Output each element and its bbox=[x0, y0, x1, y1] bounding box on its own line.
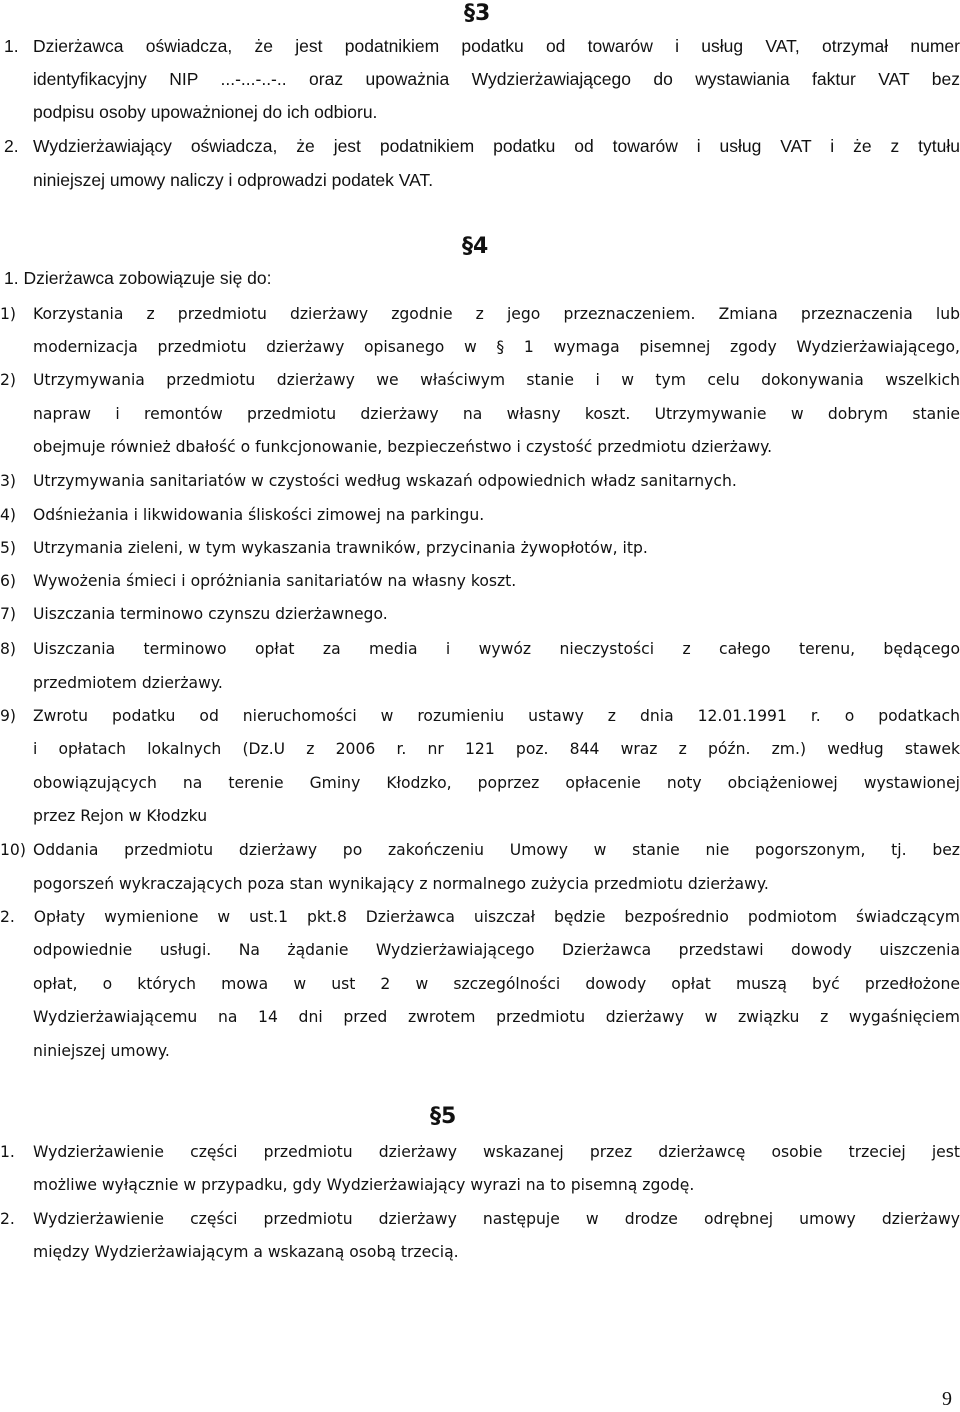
item-number: 5) bbox=[0, 539, 17, 557]
line-text: przedmiotem dzierżawy. bbox=[33, 674, 223, 692]
item-number: 1. bbox=[4, 36, 19, 56]
line-text: opłat, o których mowa w ust 2 w szczególności dowody opłat muszą być przedłożone bbox=[33, 975, 960, 993]
line-text: Utrzymania zieleni, w tym wykaszania trawników, przycinania żywopłotów, itp. bbox=[33, 539, 648, 557]
line-text: Zwrotu podatku od nieruchomości w rozumieniu ustawy z dnia 12.01.1991 r. o podatkach bbox=[33, 707, 960, 725]
line-text: Uiszczania terminowo opłat za media i wywóz nieczystości z całego terenu, będącego bbox=[33, 640, 960, 658]
section-heading-4: §4 bbox=[462, 234, 489, 259]
item-number: 6) bbox=[0, 572, 17, 590]
line-text: podpisu osoby upoważnionej do ich odbioru. bbox=[33, 102, 378, 122]
item-number: 8) bbox=[0, 640, 17, 658]
line-text: niniejszej umowy naliczy i odprowadzi podatek VAT. bbox=[33, 170, 434, 190]
line-text: odpowiednie usługi. Na żądanie Wydzierżawiającego Dzierżawca przedstawi dowody uiszczenia bbox=[33, 941, 960, 959]
item-number: 2. bbox=[0, 1210, 15, 1228]
line-text: Wydzierżawienie części przedmiotu dzierżawy następuje w drodze odrębnej umowy dzierżawy bbox=[33, 1210, 960, 1228]
line-text: Dzierżawca oświadcza, że jest podatnikiem podatku od towarów i usług VAT, otrzymał numer bbox=[33, 36, 960, 56]
line-text: Wydzierżawiającemu na 14 dni przed zwrotem przedmiotu dzierżawy w związku z wygaśnięciem bbox=[33, 1008, 960, 1026]
line-text: niniejszej umowy. bbox=[33, 1042, 170, 1060]
line-text: i opłatach lokalnych (Dz.U z 2006 r. nr 121 poz. 844 wraz z późn. zm.) według stawek bbox=[33, 740, 960, 758]
line-text: Wydzierżawiający oświadcza, że jest podatnikiem podatku od towarów i usług VAT i że z tytułu bbox=[33, 136, 960, 156]
line-text: Odśnieżania i likwidowania śliskości zimowej na parkingu. bbox=[33, 506, 485, 524]
line-text: Utrzymywania sanitariatów w czystości według wskazań odpowiednich władz sanitarnych. bbox=[33, 472, 737, 490]
line-text: możliwe wyłącznie w przypadku, gdy Wydzierżawiający wyrazi na to pisemną zgodę. bbox=[33, 1176, 695, 1194]
line-text: pogorszeń wykraczających poza stan wynikający z normalnego zużycia przedmiotu dzierżawy. bbox=[33, 875, 769, 893]
line-text: modernizacja przedmiotu dzierżawy opisanego w § 1 wymaga pisemnej zgody Wydzierżawiającego, bbox=[33, 338, 960, 356]
item-number: 1) bbox=[0, 305, 17, 323]
line-text: Oddania przedmiotu dzierżawy po zakończeniu Umowy w stanie nie pogorszonym, tj. bez bbox=[33, 841, 960, 859]
item-number: 7) bbox=[0, 605, 17, 623]
line-text: napraw i remontów przedmiotu dzierżawy na własny koszt. Utrzymywanie w dobrym stanie bbox=[33, 405, 960, 423]
section-heading-5: §5 bbox=[430, 1104, 457, 1129]
section-heading-3: §3 bbox=[464, 1, 491, 26]
line-text: 2. Opłaty wymienione w ust.1 pkt.8 Dzierżawca uiszczał będzie bezpośrednio podmiotom świadczącym bbox=[0, 908, 960, 926]
line-text: przez Rejon w Kłodzku bbox=[33, 807, 208, 825]
line-text: Korzystania z przedmiotu dzierżawy zgodnie z jego przeznaczeniem. Zmiana przeznaczenia lub bbox=[33, 305, 960, 323]
item-number: 4) bbox=[0, 506, 17, 524]
line-text: obowiązujących na terenie Gminy Kłodzko, poprzez opłacenie noty obciążeniowej wystawionej bbox=[33, 774, 960, 792]
item-number: 2. bbox=[4, 136, 19, 156]
item-number: 2) bbox=[0, 371, 17, 389]
item-number: 10) bbox=[0, 841, 26, 859]
line-text: Uiszczania terminowo czynszu dzierżawnego. bbox=[33, 605, 388, 623]
line-text: 1. Dzierżawca zobowiązuje się do: bbox=[4, 268, 272, 288]
item-number: 9) bbox=[0, 707, 17, 725]
item-number: 1. bbox=[0, 1143, 15, 1161]
line-text: obejmuje również dbałość o funkcjonowanie, bezpieczeństwo i czystość przedmiotu dzierżawy. bbox=[33, 438, 773, 456]
line-text: Utrzymywania przedmiotu dzierżawy we właściwym stanie i w tym celu dokonywania wszelkich bbox=[33, 371, 960, 389]
item-number: 3) bbox=[0, 472, 17, 490]
line-text: identyfikacyjny NIP ...-...-..-.. oraz upoważnia Wydzierżawiającego do wystawiania faktur VAT bez bbox=[33, 69, 960, 89]
line-text: między Wydzierżawiającym a wskazaną osobą trzecią. bbox=[33, 1243, 459, 1261]
page-number: 9 bbox=[942, 1388, 952, 1410]
line-text: Wywożenia śmieci i opróżniania sanitariatów na własny koszt. bbox=[33, 572, 517, 590]
line-text: Wydzierżawienie części przedmiotu dzierżawy wskazanej przez dzierżawcę osobie trzeciej jest bbox=[33, 1143, 960, 1161]
